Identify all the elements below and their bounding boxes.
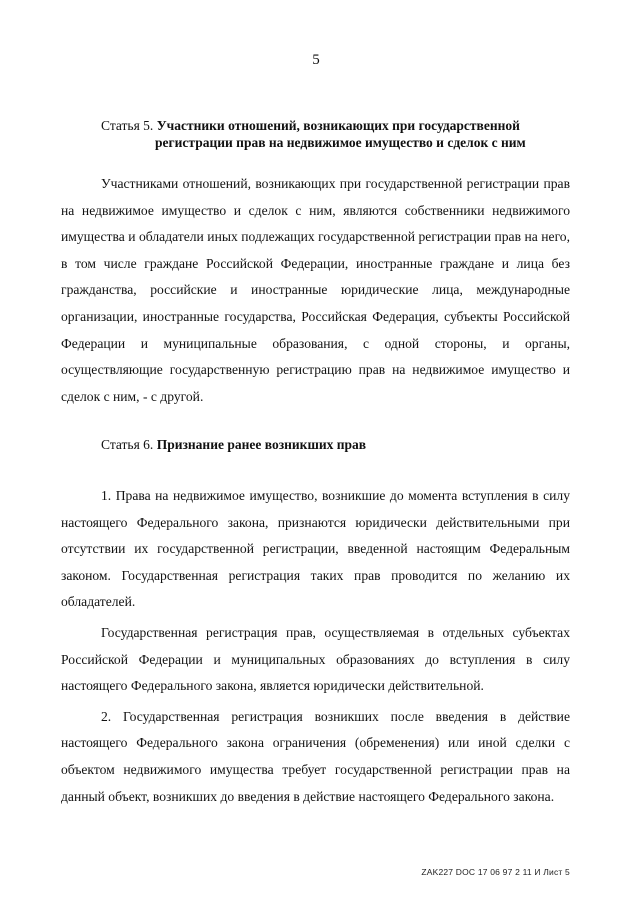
- article-6-paragraph-2: Государственная регистрация прав, осуществляемая в отдельных субъектах Российской Федерации и муниципальных образованиях до вступления в силу настоящего Федерального закона, является юридически действительной.: [61, 624, 570, 694]
- article-6-title: Признание ранее возникших прав: [156, 437, 367, 452]
- article-5-paragraph: Участниками отношений, возникающих при государственной регистрации прав на недвижимое имущество и сделок с ним, являются собственники недвижимого имущества и обладатели иных подлежащих государственной регистрации прав на него, в том числе граждане Российской Федерации, иностранные граждане и лица без гражданства, российские и иностранные юридические лица, международные организации, иностранные государства, Российская Федерация, субъекты Российской Федерации и муниципальные образования, с одной стороны, и органы, осуществляющие государственную регистрацию прав на недвижимое имущество и сделок с ним, - с другой.: [61, 176, 570, 404]
- article-5-label: Статья 5.: [101, 118, 154, 133]
- document-footer: ZAK227 DOC 17 06 97 2 11 И Лист 5: [421, 867, 570, 877]
- article-6-paragraph-3: 2. Государственная регистрация возникших после введения в действие настоящего Федерального закона ограничения (обременения) или иной сделки с объектом недвижимого имущества требует государственной регистрации прав на данный объект, возникших до введения в действие настоящего Федерального закона.: [61, 708, 570, 804]
- article-5-heading: [101, 117, 541, 151]
- article-6-paragraph-1: 1. Права на недвижимое имущество, возникшие до момента вступления в силу настоящего Федерального закона, признаются юридически действительными при отсутствии их государственной регистрации, введенной настоящим Федеральным законом. Государственная регистрация таких прав проводится по желанию их обладателей.: [61, 488, 570, 610]
- article-6-label: Статья 6.: [101, 437, 154, 452]
- article-6-body: [61, 483, 570, 810]
- article-5-title-line2: регистрации прав на недвижимое имущество и сделок с ним: [155, 135, 526, 150]
- article-6-heading: [101, 436, 366, 453]
- article-5-body: [61, 171, 570, 410]
- article-5-title-line1: Участники отношений, возникающих при государственной: [156, 118, 520, 133]
- page-number: 5: [312, 52, 320, 68]
